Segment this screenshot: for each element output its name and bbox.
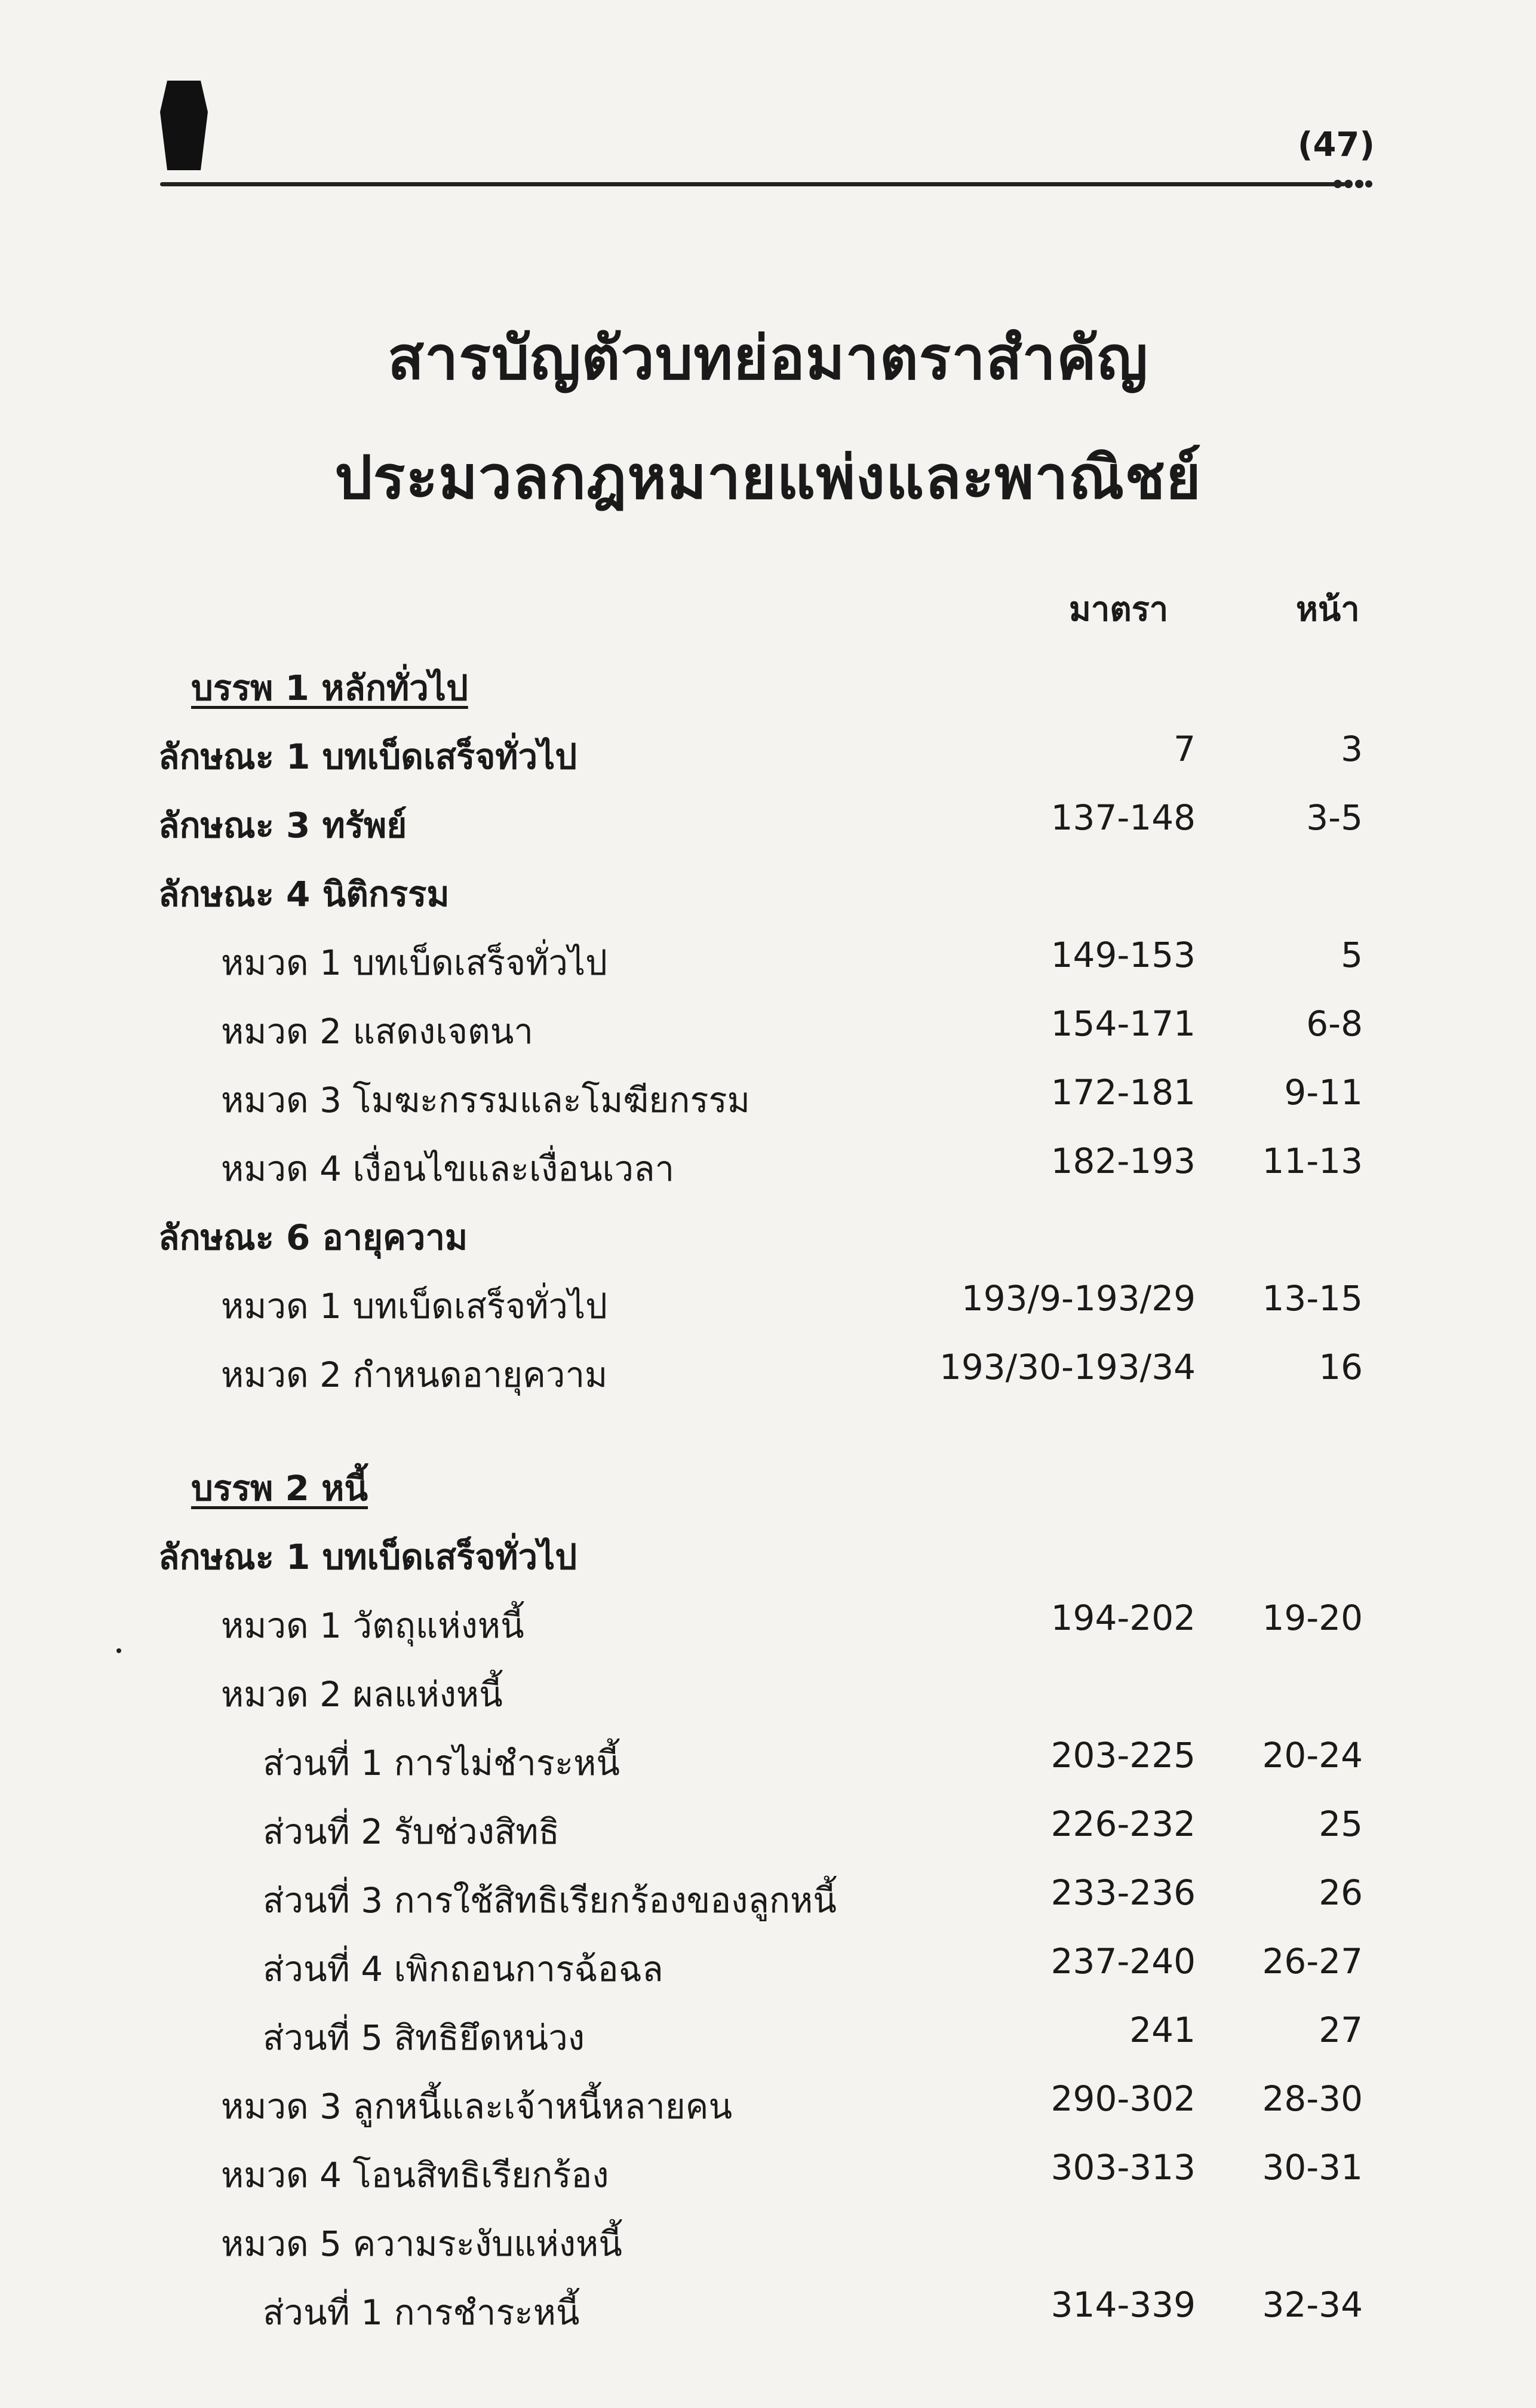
toc-entry	[0, 1072, 1536, 1120]
page-number: (47)	[1297, 125, 1375, 164]
toc-book-heading	[0, 660, 1536, 708]
toc-entry-page: 30-31	[1262, 2147, 1363, 2188]
toc-entry-label: หมวด 5 ความระงับแห่งหนี้	[221, 2223, 622, 2264]
toc-entry-section: 7	[1173, 729, 1196, 769]
toc-entry-page: 3-5	[1306, 797, 1363, 838]
toc-entry-section: 226-232	[1050, 1804, 1196, 1844]
toc-entry-label: หมวด 4 โอนสิทธิเรียกร้อง	[221, 2155, 609, 2195]
toc-entry-label: หมวด 2 แสดงเจตนา	[221, 1011, 533, 1052]
header-rule	[160, 182, 1345, 186]
rule-ornament-icon	[1326, 177, 1374, 191]
toc-entry	[0, 2147, 1536, 2195]
toc-entry-label: หมวด 3 โมฆะกรรมและโมฆียกรรม	[221, 1080, 750, 1120]
toc-entry-section: 172-181	[1050, 1072, 1196, 1113]
toc-entry-label: ส่วนที่ 1 การไม่ชำระหนี้	[263, 1743, 620, 1783]
toc-entry-label: หมวด 4 เงื่อนไขและเงื่อนเวลา	[221, 1148, 675, 1189]
toc-entry-section: 290-302	[1050, 2078, 1196, 2119]
toc-entry	[0, 1666, 1536, 1714]
toc-entry-label: หมวด 1 วัตถุแห่งหนี้	[221, 1605, 524, 1646]
toc-entry-page: 5	[1341, 935, 1363, 975]
toc-entry-label: ลักษณะ 4 นิติกรรม	[158, 874, 450, 914]
toc-entry-page: 13-15	[1262, 1278, 1363, 1319]
toc-entry-section: 203-225	[1050, 1735, 1196, 1776]
toc-entry-section: 237-240	[1050, 1941, 1196, 1982]
toc-entry-page: 26	[1319, 1872, 1363, 1913]
toc-entry-page: 16	[1319, 1347, 1363, 1387]
toc-entry-label: ส่วนที่ 2 รับช่วงสิทธิ	[263, 1811, 560, 1852]
toc-entry-section: 303-313	[1050, 2147, 1196, 2188]
toc-entry-section: 233-236	[1050, 1872, 1196, 1913]
toc-entry	[0, 1347, 1536, 1395]
toc-entry	[0, 729, 1536, 776]
toc-entry-label: บรรพ 1 หลักทั่วไป	[191, 668, 468, 708]
toc-entry-label: ส่วนที่ 5 สิทธิยึดหน่วง	[263, 2017, 585, 2058]
toc-entry-section: 137-148	[1050, 797, 1196, 838]
toc-entry-label: ส่วนที่ 1 การชำระหนี้	[263, 2292, 580, 2333]
toc-entry-section: 182-193	[1050, 1141, 1196, 1181]
toc-entry-label: บรรพ 2 หนี้	[191, 1468, 368, 1509]
toc-entry	[0, 1003, 1536, 1051]
toc-entry	[0, 1804, 1536, 1851]
toc-entry-page: 27	[1319, 2010, 1363, 2050]
toc-entry	[0, 935, 1536, 982]
toc-entry	[0, 1735, 1536, 1783]
toc-entry-page: 9-11	[1284, 1072, 1363, 1113]
toc-entry-section: 194-202	[1050, 1598, 1196, 1638]
toc-entry	[0, 1941, 1536, 1989]
toc-entry	[0, 2078, 1536, 2126]
toc-entry	[0, 2284, 1536, 2332]
toc-entry	[0, 797, 1536, 845]
toc-entry-label: หมวด 2 กำหนดอายุความ	[221, 1354, 608, 1395]
toc-entry-label: หมวด 1 บทเบ็ดเสร็จทั่วไป	[221, 942, 607, 983]
toc-entry-section: 314-339	[1050, 2284, 1196, 2325]
toc-entry	[0, 1598, 1536, 1645]
toc-entry-page: 3	[1341, 729, 1363, 769]
page-title-line1: สารบัญตัวบทย่อมาตราสำคัญ	[388, 323, 1148, 393]
toc-entry-label: หมวด 2 ผลแห่งหนี้	[221, 1674, 503, 1715]
toc-entry	[0, 1872, 1536, 1920]
toc-entry-page: 19-20	[1262, 1598, 1363, 1638]
toc-entry-label: ส่วนที่ 4 เพิกถอนการฉ้อฉล	[263, 1949, 663, 1989]
toc-entry-section: 193/30-193/34	[939, 1347, 1196, 1387]
toc-entry	[0, 1278, 1536, 1326]
toc-entry-label: ลักษณะ 3 ทรัพย์	[158, 805, 407, 846]
column-header-page: หน้า	[1296, 590, 1360, 629]
toc-entry	[0, 2010, 1536, 2057]
toc-entry-page: 26-27	[1262, 1941, 1363, 1982]
toc-entry-section: 149-153	[1050, 935, 1196, 975]
toc-entry-label: หมวด 1 บทเบ็ดเสร็จทั่วไป	[221, 1286, 607, 1326]
toc-entry-page: 28-30	[1262, 2078, 1363, 2119]
toc-entry-section: 154-171	[1050, 1003, 1196, 1044]
toc-entry-page: 6-8	[1306, 1003, 1363, 1044]
toc-entry-label: ลักษณะ 6 อายุความ	[158, 1217, 468, 1258]
toc-entry-label: หมวด 3 ลูกหนี้และเจ้าหนี้หลายคน	[221, 2086, 733, 2127]
toc-entry-label: ส่วนที่ 3 การใช้สิทธิเรียกร้องของลูกหนี้	[263, 1880, 837, 1921]
toc-entry-page: 20-24	[1262, 1735, 1363, 1776]
toc-book-heading	[0, 1460, 1536, 1508]
toc-entry-page: 32-34	[1262, 2284, 1363, 2325]
header-tab-ornament	[160, 81, 208, 170]
toc-entry	[0, 1529, 1536, 1577]
toc-entry	[0, 866, 1536, 914]
stray-dot	[116, 1648, 121, 1653]
toc-entry-page: 11-13	[1262, 1141, 1363, 1181]
toc-entry	[0, 2216, 1536, 2263]
toc-entry-page: 25	[1319, 1804, 1363, 1844]
page-title-line2: ประมวลกฎหมายแพ่งและพาณิชย์	[334, 443, 1202, 512]
column-header-section: มาตรา	[1069, 590, 1169, 629]
toc-entry-label: ลักษณะ 1 บทเบ็ดเสร็จทั่วไป	[158, 736, 577, 777]
toc-entry-label: ลักษณะ 1 บทเบ็ดเสร็จทั่วไป	[158, 1537, 577, 1577]
toc-entry-section: 193/9-193/29	[961, 1278, 1196, 1319]
toc-entry-section: 241	[1129, 2010, 1196, 2050]
toc-entry	[0, 1209, 1536, 1257]
toc-entry	[0, 1141, 1536, 1188]
